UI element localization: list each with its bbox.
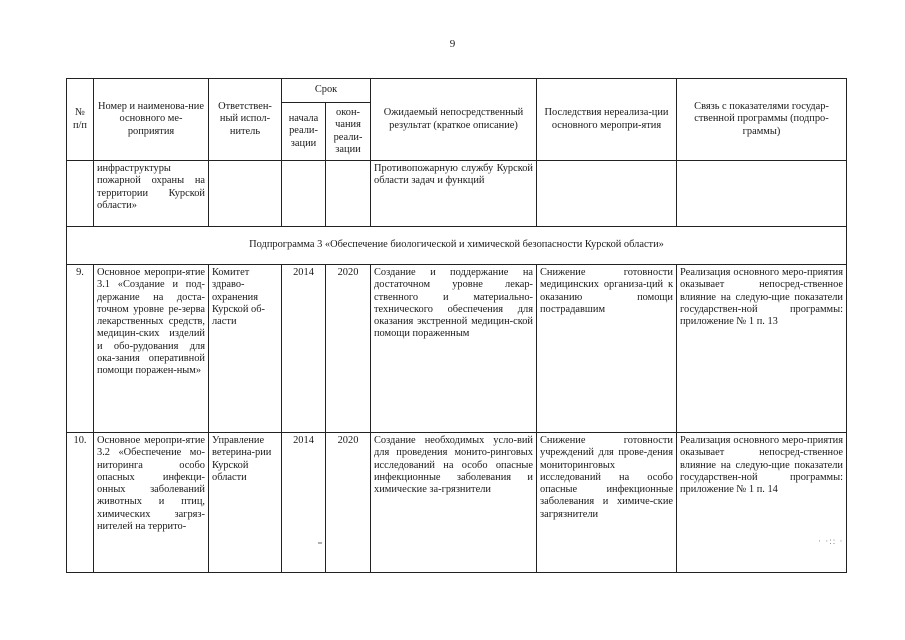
cell-expected: Создание и поддержание на достаточном уровне лекар-ственного и материально-технического обеспечения для оказания экстренной медицин-ской помощи пораженным: [371, 265, 537, 433]
cell-responsible: [209, 161, 282, 227]
cell-link: Реализация основного меро-приятия оказывает непосред-ственное влияние на следую-щие показатели государствен-ной программы: приложение № 1 п. 14: [677, 433, 847, 573]
scan-noise: · ·:: ·: [818, 536, 844, 546]
cell-end: 2020: [326, 265, 371, 433]
header-name: Номер и наименова-ние основного ме-роприятия: [94, 79, 209, 161]
cell-expected: Создание необходимых усло-вий для проведения монито-ринговых исследований на особо опасные инфекционные заболевания и химические за-грязнители: [371, 433, 537, 573]
page-number: 9: [449, 38, 456, 50]
cell-num: 9.: [67, 265, 94, 433]
cell-link: Реализация основного меро-приятия оказывает непосред-ственное влияние на следую-щие показатели государствен-ной программы: приложение № 1 п. 13: [677, 265, 847, 433]
cell-start: 2014: [282, 433, 326, 573]
cell-num: [67, 161, 94, 227]
measures-table: [66, 78, 847, 573]
header-term: Срок: [282, 79, 371, 103]
header-consequences: Последствия нереализа-ции основного меропри-ятия: [537, 79, 677, 161]
cell-link: [677, 161, 847, 227]
cell-responsible: Комитет здраво-охранения Курской об-ласти: [209, 265, 282, 433]
scan-noise: [318, 542, 322, 544]
subprogram-title: Подпрограмма 3 «Обеспечение биологической и химической безопасности Курской области»: [67, 227, 847, 265]
header-term-start: начала реали-зации: [282, 103, 326, 161]
cell-name: Основное меропри-ятие 3.2 «Обеспечение мо-ниторинга особо опасных инфекци-онных заболеваний животных и птиц, химических загряз-нителей на террито-: [94, 433, 209, 573]
subprogram-row: [67, 227, 847, 265]
header-num: № п/п: [67, 79, 94, 161]
cell-end: 2020: [326, 433, 371, 573]
header-term-end: окон-чания реали-зации: [326, 103, 371, 161]
table-row-continued: [67, 161, 847, 227]
cell-name: инфраструктуры пожарной охраны на территории Курской области»: [94, 161, 209, 227]
cell-name: Основное меропри-ятие 3.1 «Создание и под-держание на доста-точном уровне ре-зерва лекарственных средств, медицин-ских изделий и обо-рудования для ока-зания оперативной помощи поражен-ным»: [94, 265, 209, 433]
table-row: [67, 433, 847, 573]
table-row: [67, 265, 847, 433]
cell-consequences: [537, 161, 677, 227]
header-responsible: Ответствен-ный испол-нитель: [209, 79, 282, 161]
cell-consequences: Снижение готовности медицинских организа-ций к оказанию помощи пострадавшим: [537, 265, 677, 433]
cell-start: 2014: [282, 265, 326, 433]
cell-num: 10.: [67, 433, 94, 573]
cell-end: [326, 161, 371, 227]
cell-responsible: Управление ветерина-рии Курской области: [209, 433, 282, 573]
header-link: Связь с показателями государ-ственной программы (подпро-граммы): [677, 79, 847, 161]
cell-start: [282, 161, 326, 227]
cell-consequences: Снижение готовности учреждений для прове-дения мониторинговых исследований на особо опасные инфекционные заболевания и химиче-ские загрязнители: [537, 433, 677, 573]
cell-expected: Противопожарную службу Курской области задач и функций: [371, 161, 537, 227]
header-expected: Ожидаемый непосредственный результат (краткое описание): [371, 79, 537, 161]
header-row-1: [67, 79, 847, 103]
